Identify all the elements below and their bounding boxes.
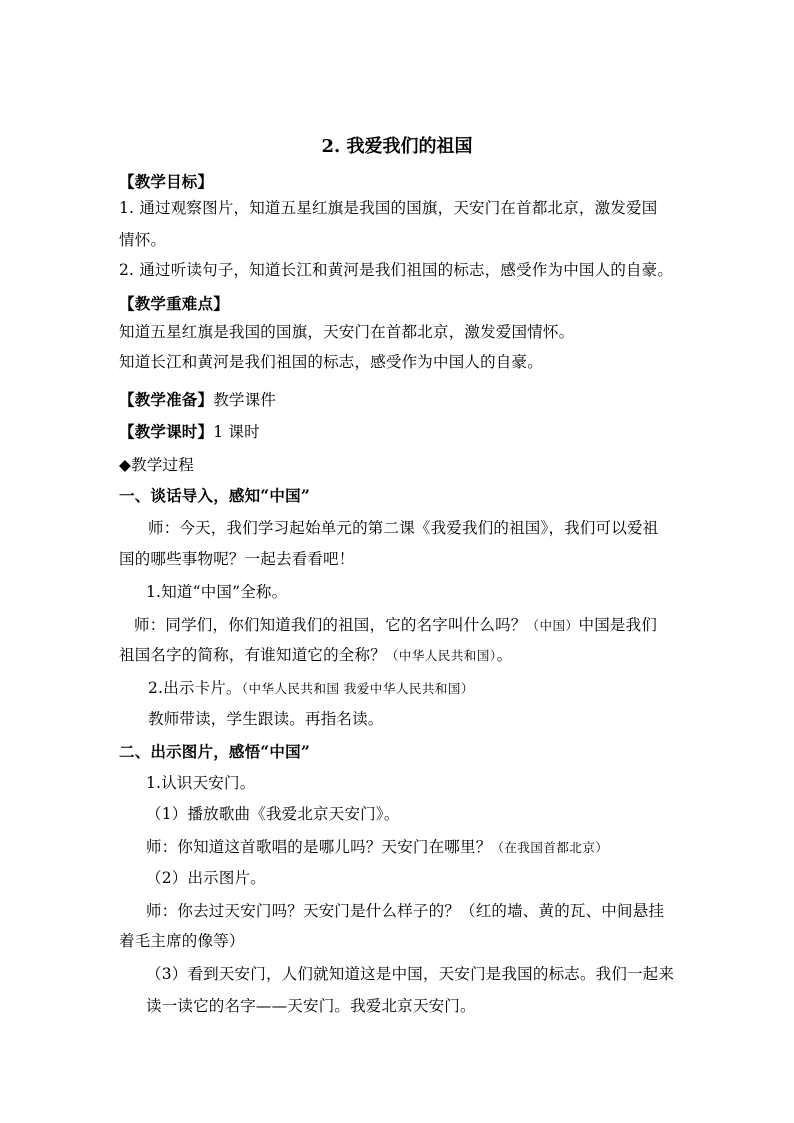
key-points-heading: 【教学重难点】 <box>119 294 229 313</box>
section-2-sub-3-line-1: （3）看到天安门，人们就知道这是中国，天安门是我国的标志。我们一起来 <box>146 965 675 983</box>
answer-note: （中国） <box>526 618 579 633</box>
goal-1-line-2: 情怀。 <box>119 231 167 249</box>
section-2-heading: 二、出示图片，感悟“中国” <box>119 742 310 761</box>
section-2-question-2-line-1: 师：你去过天安门吗？天安门是什么样子的？（红的墙、黄的瓦、中间悬挂 <box>146 902 665 920</box>
answer-note: （在我国首都北京） <box>491 840 609 855</box>
class-hours-value: 1 课时 <box>213 423 260 441</box>
goals-heading: 【教学目标】 <box>119 172 214 191</box>
class-hours-line <box>119 422 260 442</box>
section-1-para-3: 教师带读，学生跟读。再指名读。 <box>148 710 384 728</box>
section-1-para-1-line-1: 师：今天，我们学习起始单元的第二课《我爱我们的祖国》，我们可以爱祖 <box>148 519 659 537</box>
preparation-value: 教学课件 <box>213 391 277 409</box>
page-title: 2. 我爱我们的祖国 <box>321 136 473 157</box>
section-2-sub-1: （1）播放歌曲《我爱北京天安门》。 <box>146 805 400 823</box>
answer-note: （中华人民共和国） <box>385 648 497 663</box>
goal-1-line-1: 1. 通过观察图片，知道五星红旗是我国的国旗，天安门在首都北京，激发爱国 <box>119 199 658 217</box>
section-1-para-1-line-2: 国的哪些事物呢？一起去看看吧！ <box>119 550 355 568</box>
item-label: 2.出示卡片。 <box>148 679 242 697</box>
section-2-sub-3-line-2: 读一读它的名字——天安门。我爱北京天安门。 <box>146 997 476 1015</box>
section-2-sub-2: （2）出示图片。 <box>146 869 266 887</box>
preparation-line <box>119 390 276 410</box>
key-point-2: 知道长江和黄河是我们祖国的标志，感受作为中国人的自豪。 <box>119 353 543 371</box>
section-1-heading: 一、谈话导入，感知“中国” <box>119 486 310 505</box>
section-1-para-2-line-2 <box>119 645 512 666</box>
goal-2: 2. 通过听读句子，知道长江和黄河是我们祖国的标志，感受作为中国人的自豪。 <box>119 261 674 279</box>
key-point-1: 知道五星红旗是我国的国旗，天安门在首都北京，激发爱国情怀。 <box>119 323 575 341</box>
class-hours-heading: 【教学课时】 <box>119 422 214 441</box>
section-2-question-1 <box>146 837 608 858</box>
section-1-para-2-line-1 <box>134 615 657 636</box>
section-1-item-2 <box>148 678 474 699</box>
card-note: （中华人民共和国 我爱中华人民共和国） <box>241 681 474 696</box>
section-2-item-1: 1.认识天安门。 <box>146 774 256 792</box>
preparation-heading: 【教学准备】 <box>119 390 214 409</box>
process-heading: ◆教学过程 <box>119 456 194 474</box>
section-1-item-1: 1.知道“中国”全称。 <box>146 583 288 601</box>
period: 。 <box>496 646 513 664</box>
section-2-question-2-line-2: 着毛主席的像等） <box>119 932 245 950</box>
teacher-question: 师：同学们，你们知道我们的祖国，它的名字叫什么吗？ <box>134 616 527 634</box>
teacher-question: 祖国名字的简称，有谁知道它的全称？ <box>119 646 386 664</box>
teacher-statement: 中国是我们 <box>578 616 658 634</box>
teacher-question: 师：你知道这首歌唱的是哪儿吗？天安门在哪里？ <box>146 838 492 856</box>
